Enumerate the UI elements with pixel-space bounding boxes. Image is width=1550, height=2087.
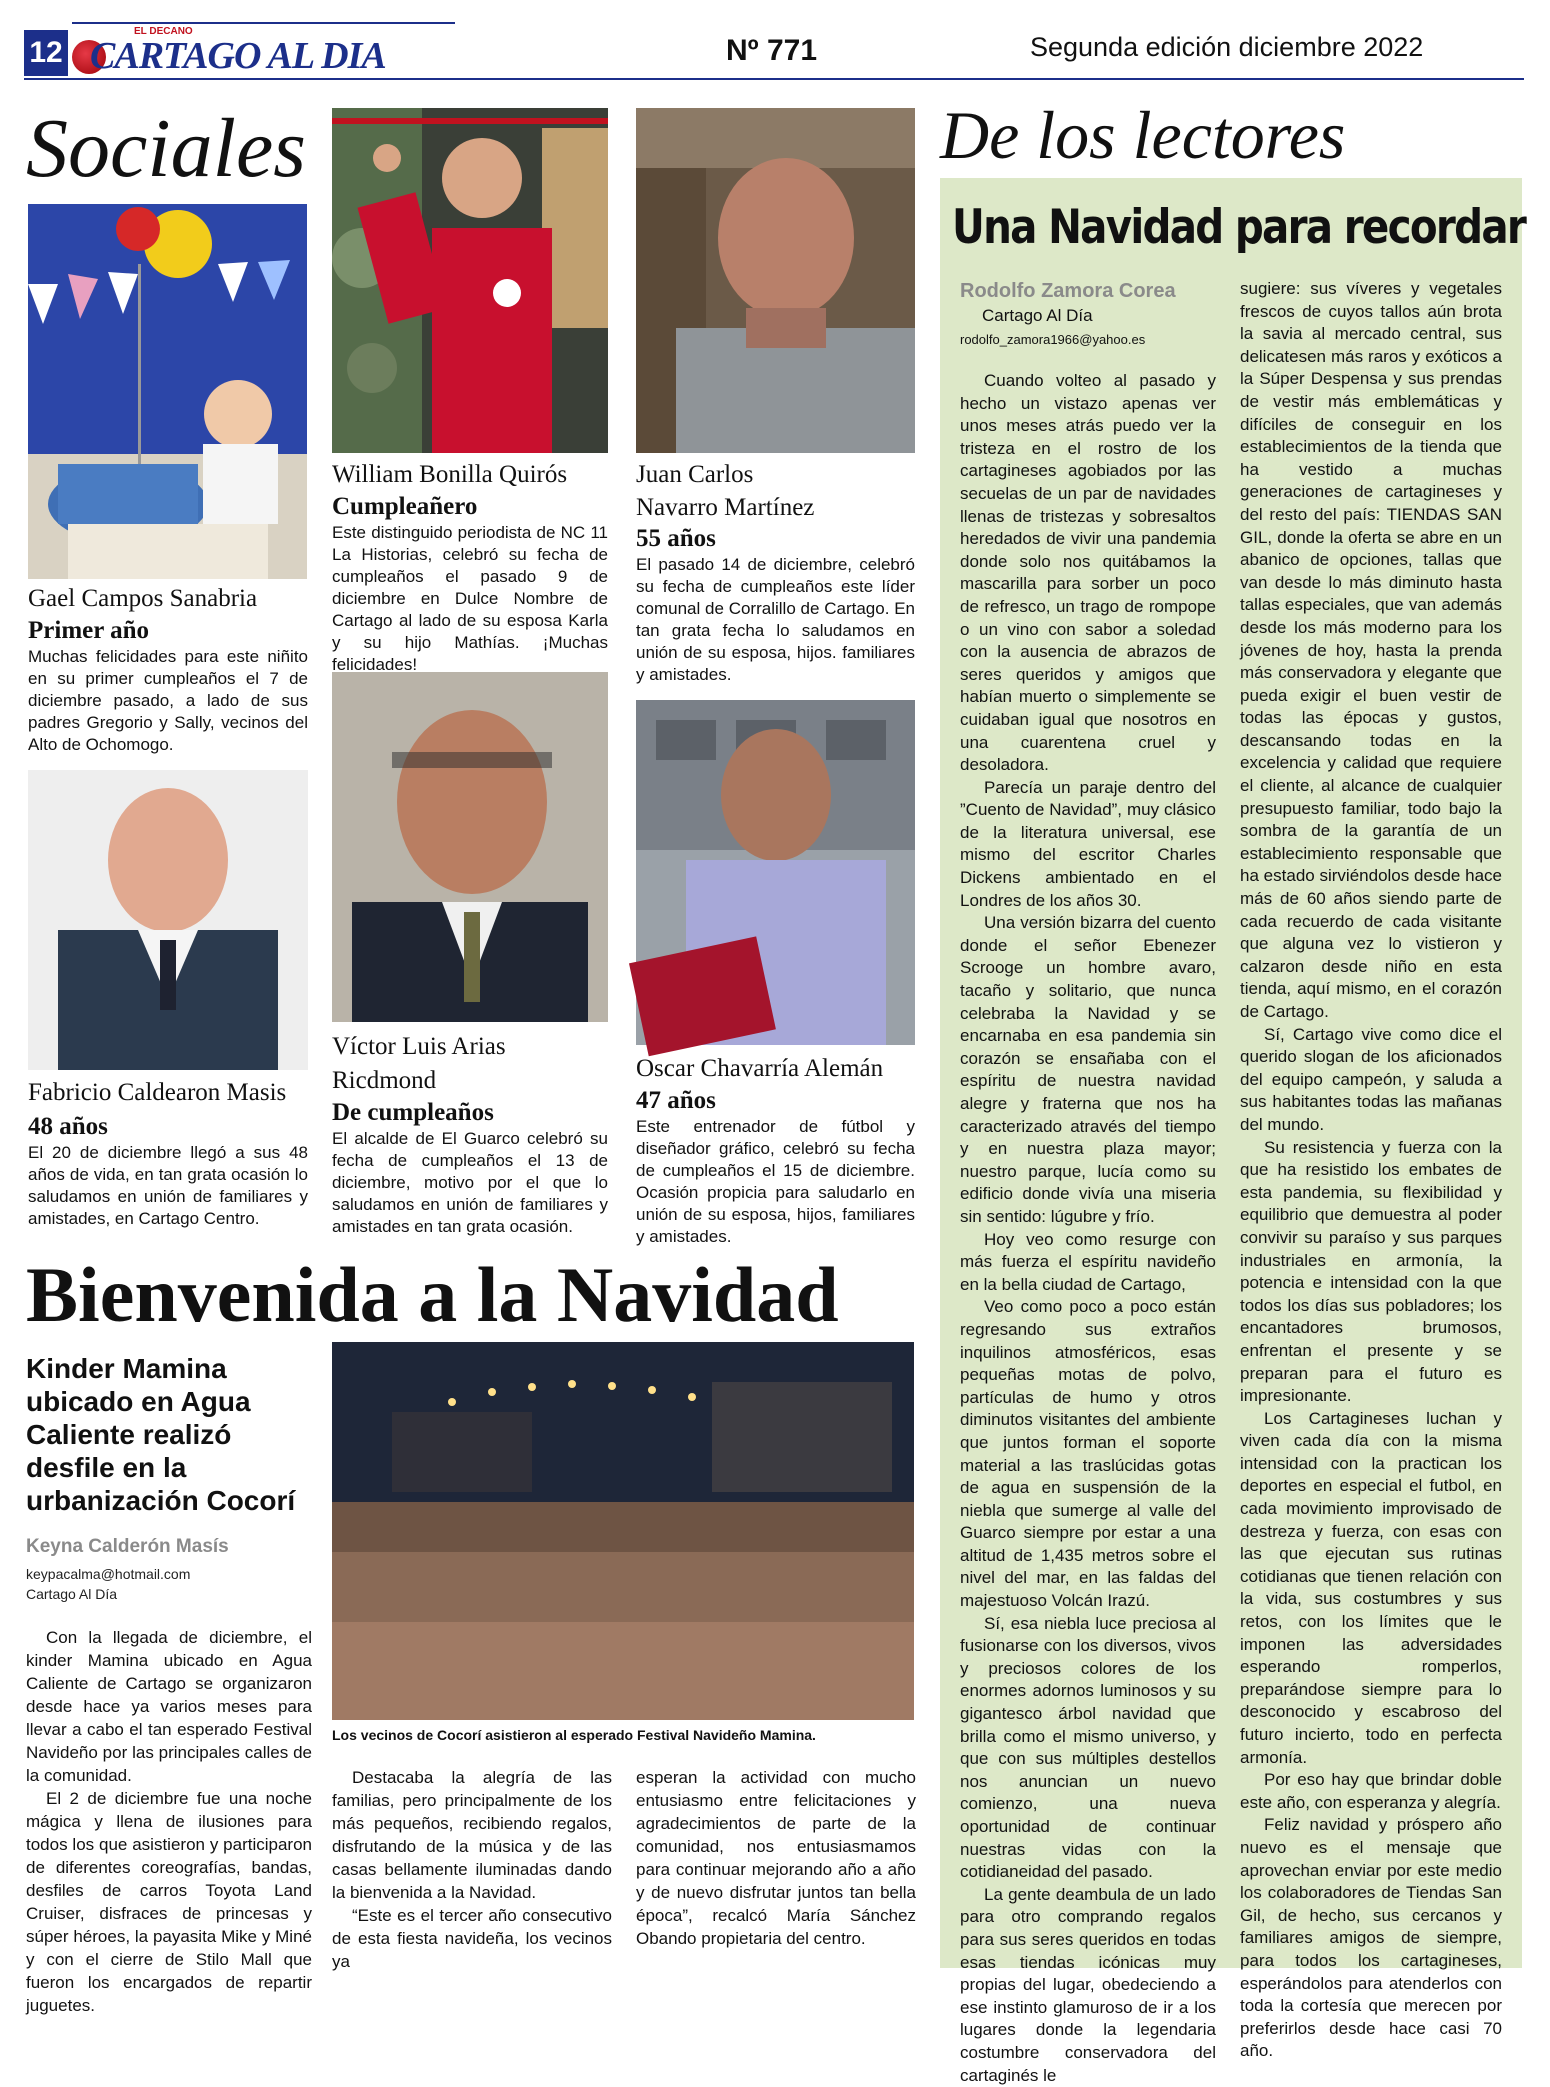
lectores-col1-p4: Hoy veo como resurge con más fuerza el espíritu navideño en la bella ciudad de Cartago,: [960, 1229, 1216, 1294]
sociales-title: Sociales: [26, 102, 306, 195]
caption-role-gael: Primer año: [28, 617, 150, 644]
lectores-col1-p1: Cuando volteo al pasado y hecho un vistazo apenas ver unos meses atrás puedo ver la tristeza en el rostro de los cartagineses agobiados por las secuelas de un par de navidades llenas de tristezas y sobresaltos heredados de vivir una pandemia donde solo nos quitábamos la mascarilla para sorber un poco de refresco, un trago de rompope o un vino con sabor a soledad con la ausencia de abrazos de seres queridos y amigos que habían muerto o simplemente se cuidaban igual que nosotros en una cuarentena cruel y desoladora.: [960, 371, 1216, 775]
caption-name-juan-carlos-2: Navarro Martínez: [636, 494, 815, 521]
photo-gael: [28, 204, 307, 579]
photo-victor: [332, 672, 608, 1022]
lectores-col1-p3: Una versión bizarra del cuento donde el señor Ebenezer Scrooge un hombre avaro, tacaño y solitario, que nunca celebraba la Navidad y se encarnaba en esa pandemia sin corazón se ensañaba con el espíritu de nuestra navidad alegre y fraterna que nos ha caracterizado através del tiempo y en nuestra plaza mayor; nuestro parque, lucía como su edificio donde vivía una miseria sin sentido: lúgubre y frío.: [960, 913, 1216, 1226]
lectores-col1-p5: Veo como poco a poco están regresando sus extraños inquilinos atmosféricos, esas pequeñas motas de polvo, partículas de humo y otros diminutos visitantes del ambiente que juntos forman el soporte material a las traslúcidas gotas de agua en suspensión de la niebla que sumerge al valle del Guarco siempre por estar a una altitud de 1,435 metros sobre el nivel del mar, en las faldas del majestuoso Volcán Irazú.: [960, 1297, 1216, 1611]
photo-william: [332, 108, 608, 453]
caption-role-victor: De cumpleaños: [332, 1099, 494, 1126]
lectores-headline: Una Navidad para recordar: [952, 200, 1526, 255]
photo-festival-crowd: [332, 1342, 914, 1720]
lectores-author: Rodolfo Zamora Corea: [960, 280, 1176, 302]
lectores-col2-p1: sugiere: sus víveres y vegetales frescos de cuyos tallos aún brota la savia al mercado central, sus delicatesen más raros y exóticos a la Súper Despensa y sus prendas de vestir más emblemáticas y difíciles de conseguir en los establecimientos de la tienda que ha vestido a muchas generaciones de cartagineses y del resto del país: TIENDAS SAN GIL, donde la oferta se abre en un abanico de opciones, tallas que van desde lo más diminuto hasta tallas especiales, que van además desde los más moderno para los jóvenes de hoy, hasta la prenda más conservadora y elegante que pueda exigir el buen vestir de todas las épocas y gustos, descansando todas en la excelencia y calidad que requiere el cliente, al alcance de cualquier presupuesto familiar, todo bajo la sombra de la garantía de un establecimiento responsable que ha estado sirviéndolos desde hace más de 60 años siendo parte de cada recuerdo de cada visitante que alguna vez lo vistieron y calzaron desde niño en esta tienda, aquí mismo, en el corazón de Cartago.: [1240, 279, 1502, 1021]
caption-text-william: Este distinguido periodista de NC 11 La Historias, celebró su fecha de cumpleaños el pasado 9 de diciembre en Dulce Nombre de Cartago al lado de su esposa Karla y su hijo Mathías. ¡Muchas felicidades!: [332, 523, 608, 674]
header-top-rule: [72, 22, 455, 24]
header-rule: [24, 78, 1524, 80]
bienvenida-col-1: [26, 1626, 312, 2017]
festival-photo-caption: Los vecinos de Cocorí asistieron al esperado Festival Navideño Mamina.: [332, 1727, 816, 1743]
bienvenida-col-3: [636, 1766, 916, 1950]
caption-text-juan-carlos: El pasado 14 de diciembre, celebró su fecha de cumpleaños este líder comunal de Corralillo de Cartago. En tan grata fecha lo saludamos en unión de su esposa, hijos. familiares y amistades.: [636, 555, 915, 684]
photo-juan-carlos: [636, 108, 915, 453]
caption-role-juan-carlos: 55 años: [636, 525, 716, 552]
lectores-col2-p2: Sí, Cartago vive como dice el querido slogan de los aficionados del equipo campeón, y saluda a sus habitantes todas las mañanas del mundo.: [1240, 1024, 1502, 1134]
caption-name-oscar: Oscar Chavarría Alemán: [636, 1055, 884, 1082]
lectores-col2-p5: Por eso hay que brindar doble este año, con esperanza y alegría.: [1240, 1770, 1502, 1812]
caption-role-fabricio: 48 años: [28, 1113, 108, 1140]
bienvenida-col-2: [332, 1766, 612, 1973]
caption-name-gael: Gael Campos Sanabria: [28, 585, 258, 612]
caption-name-william: William Bonilla Quirós: [332, 461, 568, 488]
kinder-subhead: Kinder Mamina ubicado en Agua Caliente realizó desfile en la urbanización Cocorí: [26, 1353, 296, 1516]
bienvenida-email: keypacalma@hotmail.com: [26, 1566, 191, 1582]
lectores-col-1: [960, 370, 1216, 2087]
lectores-paper: Cartago Al Día: [982, 306, 1093, 325]
caption-role-oscar: 47 años: [636, 1087, 716, 1114]
bienvenida-col2-p1: Destacaba la alegría de las familias, pero principalmente de los más pequeños, recibiendo regalos, disfrutando de la música y de las casas bellamente iluminadas dando la bienvenida a la Navidad.: [332, 1768, 612, 1902]
bienvenida-col2-p2: “Este es el tercer año consecutivo de esta fiesta navideña, los vecinos ya: [332, 1906, 612, 1971]
caption-name-juan-carlos-1: Juan Carlos: [636, 461, 754, 488]
lectores-title: De los lectores: [940, 97, 1346, 173]
caption-text-victor: El alcalde de El Guarco celebró su fecha de cumpleaños el 13 de diciembre, motivo por el que lo saludamos en unión de familiares y amistades en tan grata ocasión.: [332, 1129, 608, 1236]
caption-name-victor-1: Víctor Luis Arias: [332, 1033, 506, 1060]
issue-number: Nº 771: [726, 34, 818, 67]
lectores-email: rodolfo_zamora1966@yahoo.es: [960, 332, 1146, 347]
newspaper-logo: [72, 26, 386, 80]
caption-role-william: Cumpleañero: [332, 493, 478, 520]
bienvenida-col1-p1: Con la llegada de diciembre, el kinder Mamina ubicado en Agua Caliente de Cartago se organizaron desde hace ya varios meses para llevar a cabo el tan esperado Festival Navideño por las principales calles de la comunidad.: [26, 1628, 312, 1785]
bienvenida-author: Keyna Calderón Masís: [26, 1536, 229, 1557]
lectores-col-2: [1240, 278, 1502, 2063]
lectores-col2-p6: Feliz navidad y próspero año nuevo es el mensaje que aprovechan enviar por este medio los colaboradores de Tiendas San Gil, de hecho, sus cercanos y familiares amigos de siempre, para todos los cartagineses, esperándolos para atenderlos con toda la cortesía que merecen por preferirlos desde hace casi 70 año.: [1240, 1815, 1502, 2061]
bienvenida-headline: Bienvenida a la Navidad: [26, 1251, 839, 1338]
bienvenida-col3-p1: esperan la actividad con mucho entusiasmo entre felicitaciones y agradecimientos de parte de la comunidad, nos entusiasmamos para continuar mejorando año a año y de nuevo disfrutar juntos tan bella época”, recalcó María Sánchez Obando propietaria del centro.: [636, 1768, 916, 1948]
caption-text-oscar: Este entrenador de fútbol y diseñador gráfico, celebró su fecha de cumpleaños el 15 de diciembre. Ocasión propicia para saludarlo en unión de su esposa, hijos, familiares y amistades.: [636, 1117, 915, 1246]
bienvenida-col1-p2: El 2 de diciembre fue una noche mágica y llena de ilusiones para todos los que asistieron y participaron de diferentes coreografías, bandas, desfiles de carros Toyota Land Cruiser, disfraces de princesas y súper héroes, la payasita Mike y Miné y con el cierre de Stilo Mall que fueron los encargados de repartir juguetes.: [26, 1789, 312, 2015]
lectores-col1-p2: Parecía un paraje dentro del ”Cuento de Navidad”, muy clásico de la literatura universal, ese mismo del escritor Charles Dickens ambientado en el Londres de los años 30.: [960, 777, 1216, 910]
edition-date: Segunda edición diciembre 2022: [1030, 32, 1424, 62]
caption-name-victor-2: Ricdmond: [332, 1067, 437, 1094]
logo-name: CARTAGO AL DIA: [90, 35, 386, 77]
lectores-col1-p7: La gente deambula de un lado para otro comprando regalos para sus seres queridos en todas esas tiendas icónicas muy propias del lugar, obedeciendo a ese instinto glamuroso de ir a los lugares donde la legendaria costumbre conservadora del cartaginés le: [960, 1884, 1216, 2085]
lectores-col1-p6: Sí, esa niebla luce preciosa al fusionarse con los diversos, vivos y preciosos colores de los enormes adornos luminosos y su gigantesco árbol navidad que brilla como el mismo universo, y que con sus múltiples destellos nos anuncian un nuevo comienzo, una nueva oportunidad de continuar nuestras vidas con la cotidianeidad del pasado.: [960, 1613, 1216, 1882]
bienvenida-paper: Cartago Al Día: [26, 1586, 118, 1602]
lectores-col2-p4: Los Cartagineses luchan y viven cada día con la misma intensidad con la practican los deportes en especial el futbol, en cada movimiento improvisado de destreza y fuerza, con esas con las que ejecutan sus rutinas cotidianas que tienen relación con la vida, sus costumbres y sus retos, con los límites que le imponen las adversidades esperando romperlos, preparándose siempre para lo desconocido y escabroso del futuro incierto, todo en perfecta armonía.: [1240, 1408, 1502, 1767]
caption-text-gael: Muchas felicidades para este niñito en su primer cumpleaños el 7 de diciembre pasado, a lado de sus padres Gregorio y Sally, vecinos del Alto de Ochomogo.: [28, 647, 308, 754]
caption-name-fabricio: Fabricio Caldearon Masis: [28, 1079, 287, 1106]
photo-fabricio: [28, 770, 308, 1070]
lectores-col2-p3: Su resistencia y fuerza con la que ha resistido los embates de esta pandemia, su flexibilidad y equilibrio que demuestra al poder convivir su paraíso y sus parques industriales en armonía, la potencia e intensidad con la que todos los días sus pobladores; los encantadores brumosos, enfrentan el presente y se preparan para el futuro es impresionante.: [1240, 1137, 1502, 1406]
page-number: 12: [24, 30, 68, 76]
photo-oscar: [636, 700, 915, 1045]
logo-tagline: EL DECANO: [134, 26, 193, 37]
caption-text-fabricio: El 20 de diciembre llegó a sus 48 años de vida, en tan grata ocasión lo saludamos en unión de familiares y amistades, en Cartago Centro.: [28, 1143, 308, 1228]
